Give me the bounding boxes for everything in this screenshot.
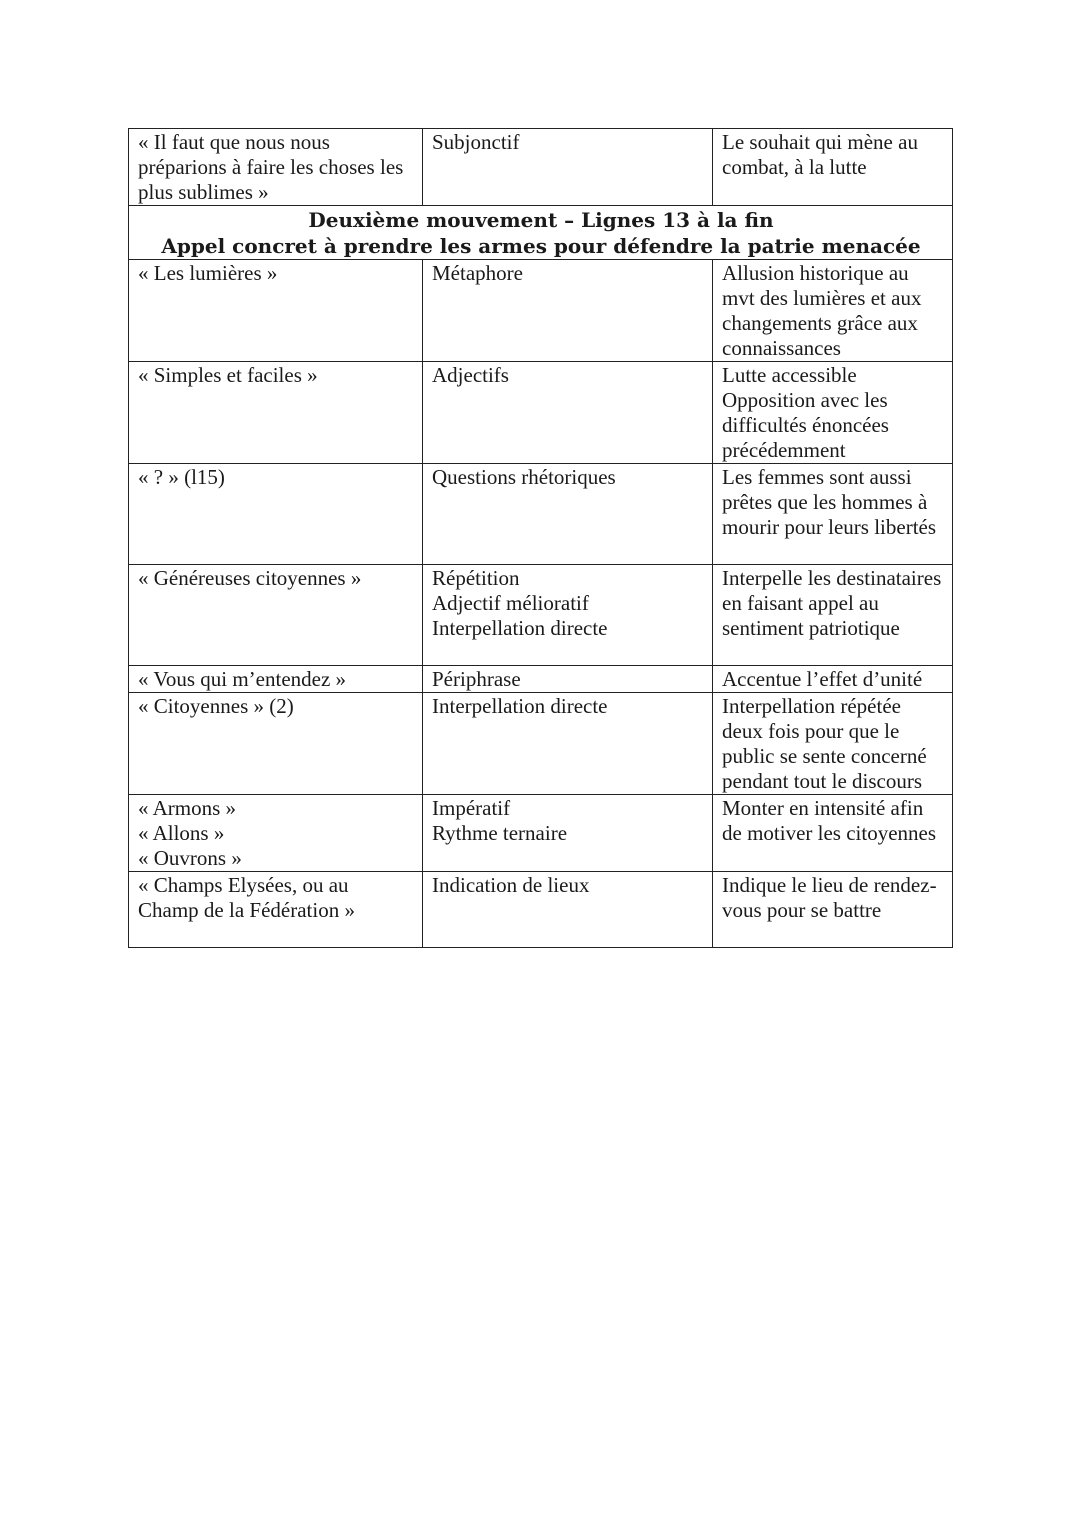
procede-text: Interpellation directe bbox=[432, 616, 608, 640]
procede-text: Subjonctif bbox=[432, 130, 520, 154]
effet-text: Opposition avec les difficultés énoncées précédemment bbox=[722, 388, 889, 462]
table-row bbox=[129, 795, 953, 872]
procede-text: Répétition bbox=[432, 566, 520, 590]
citation-cell bbox=[129, 464, 423, 565]
procede-cell bbox=[423, 565, 713, 666]
procede-text: Périphrase bbox=[432, 667, 521, 691]
procede-cell bbox=[423, 464, 713, 565]
citation-cell bbox=[129, 795, 423, 872]
procede-cell bbox=[423, 693, 713, 795]
section-header-cell bbox=[129, 206, 953, 260]
table-row bbox=[129, 872, 953, 948]
procede-text: Rythme ternaire bbox=[432, 821, 568, 845]
effet-cell bbox=[713, 129, 953, 206]
procede-text: Impératif bbox=[432, 796, 511, 820]
effet-text: Interpelle les destinataires en faisant appel au sentiment patriotique bbox=[722, 566, 942, 640]
effet-text: Interpellation répétée deux fois pour que le public se sente concerné pendant tout le discours bbox=[722, 694, 927, 793]
citation-cell bbox=[129, 666, 423, 693]
analysis-table bbox=[128, 128, 953, 948]
table-row bbox=[129, 129, 953, 206]
table-row bbox=[129, 693, 953, 795]
procede-text: Adjectif mélioratif bbox=[432, 591, 589, 615]
citation-text: « Généreuses citoyennes » bbox=[138, 566, 362, 590]
citation-text: « Il faut que nous nous préparions à faire les choses les plus sublimes » bbox=[138, 130, 404, 204]
procede-text: Métaphore bbox=[432, 261, 523, 285]
procede-cell bbox=[423, 795, 713, 872]
procede-cell bbox=[423, 872, 713, 948]
effet-text: Allusion historique au mvt des lumières et aux changements grâce aux connaissances bbox=[722, 261, 922, 360]
effet-cell bbox=[713, 464, 953, 565]
citation-cell bbox=[129, 362, 423, 464]
effet-text: Indique le lieu de rendez-vous pour se battre bbox=[722, 873, 937, 922]
table-row bbox=[129, 565, 953, 666]
effet-cell bbox=[713, 693, 953, 795]
procede-cell bbox=[423, 362, 713, 464]
citation-text: « Armons » bbox=[138, 796, 237, 820]
citation-text: « Ouvrons » bbox=[138, 846, 242, 870]
citation-cell bbox=[129, 565, 423, 666]
citation-text: « ? » (l15) bbox=[138, 465, 225, 489]
procede-text: Indication de lieux bbox=[432, 873, 590, 897]
section-header-row bbox=[129, 206, 953, 260]
effet-cell bbox=[713, 795, 953, 872]
table-row bbox=[129, 464, 953, 565]
effet-cell bbox=[713, 872, 953, 948]
procede-text: Questions rhétoriques bbox=[432, 465, 616, 489]
effet-text: Les femmes sont aussi prêtes que les hommes à mourir pour leurs libertés bbox=[722, 465, 937, 539]
citation-cell bbox=[129, 260, 423, 362]
citation-cell bbox=[129, 872, 423, 948]
citation-text: « Les lumières » bbox=[138, 261, 278, 285]
effet-text: Lutte accessible bbox=[722, 363, 857, 387]
citation-cell bbox=[129, 129, 423, 206]
procede-cell bbox=[423, 666, 713, 693]
effet-text: Monter en intensité afin de motiver les citoyennes bbox=[722, 796, 937, 845]
effet-text: Accentue l’effet d’unité bbox=[722, 667, 923, 691]
citation-text: « Simples et faciles » bbox=[138, 363, 318, 387]
effet-cell bbox=[713, 362, 953, 464]
table-row bbox=[129, 666, 953, 693]
effet-cell bbox=[713, 260, 953, 362]
section-subtitle: Appel concret à prendre les armes pour défendre la patrie menacée bbox=[161, 234, 921, 258]
effet-cell bbox=[713, 666, 953, 693]
procede-cell bbox=[423, 129, 713, 206]
procede-cell bbox=[423, 260, 713, 362]
citation-text: « Champs Elysées, ou au Champ de la Fédération » bbox=[138, 873, 355, 922]
table-row bbox=[129, 362, 953, 464]
citation-cell bbox=[129, 693, 423, 795]
analysis-table-body bbox=[129, 129, 953, 948]
section-title: Deuxième mouvement – Lignes 13 à la fin bbox=[308, 208, 774, 232]
procede-text: Interpellation directe bbox=[432, 694, 608, 718]
procede-text: Adjectifs bbox=[432, 363, 509, 387]
citation-text: « Allons » bbox=[138, 821, 225, 845]
citation-text: « Vous qui m’entendez » bbox=[138, 667, 347, 691]
table-row bbox=[129, 260, 953, 362]
effet-cell bbox=[713, 565, 953, 666]
citation-text: « Citoyennes » (2) bbox=[138, 694, 294, 718]
effet-text: Le souhait qui mène au combat, à la lutte bbox=[722, 130, 918, 179]
